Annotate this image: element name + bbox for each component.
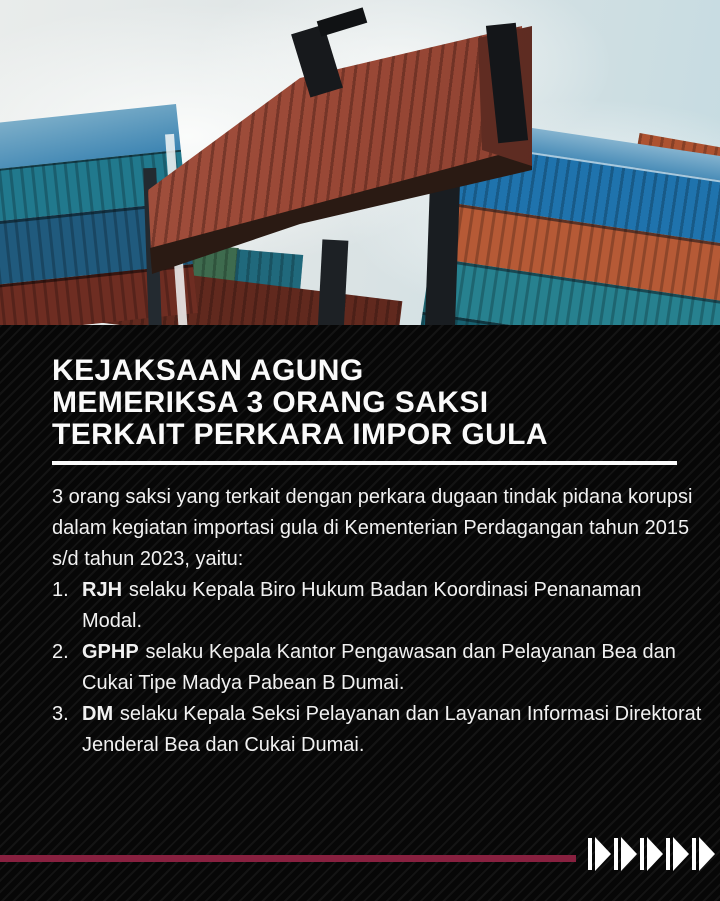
intro-paragraph: 3 orang saksi yang terkait dengan perkara dugaan tindak pidana korupsi dalam kegiatan importasi gula di Kementerian Perdagangan tahun 2015 s/d tahun 2023, yaitu: [52,486,693,570]
page-title [52,355,702,451]
arrow-icon [640,837,663,871]
text-panel [0,325,720,901]
list-text [82,637,702,699]
list-item [52,637,702,699]
headline-line-1: KEJAKSAAN AGUNG [52,354,364,387]
witness-initials: GPHP [82,641,139,663]
crane-mast [318,239,349,325]
arrow-icon [692,837,715,871]
witness-initials: DM [82,703,114,725]
headline-line-3: TERKAIT PERKARA IMPOR GULA [52,418,548,451]
headline-line-2: MEMERIKSA 3 ORANG SAKSI [52,386,489,419]
list-item [52,699,702,761]
arrow-icon [588,837,611,871]
list-item [52,575,702,637]
list-text [82,699,702,761]
headline-underline [52,461,677,465]
witness-initials: RJH [82,579,123,601]
list-number: 1. [52,579,69,601]
witness-description: selaku Kepala Seksi Pelayanan dan Layanan Informasi Direktorat Jenderal Bea dan Cukai Dumai. [82,703,702,756]
list-text [82,575,702,637]
list-number: 2. [52,641,69,663]
witness-list [52,575,702,761]
arrow-icon [666,837,689,871]
container-yard-photo [0,0,720,325]
witness-description: selaku Kepala Kantor Pengawasan dan Pelayanan Bea dan Cukai Tipe Madya Pabean B Dumai. [82,641,676,694]
red-accent-line [0,855,576,862]
arrow-icon [614,837,637,871]
list-number: 3. [52,703,69,725]
next-arrows-icon[interactable] [588,837,715,871]
witness-description: selaku Kepala Biro Hukum Badan Koordinasi Penanaman Modal. [82,579,642,632]
